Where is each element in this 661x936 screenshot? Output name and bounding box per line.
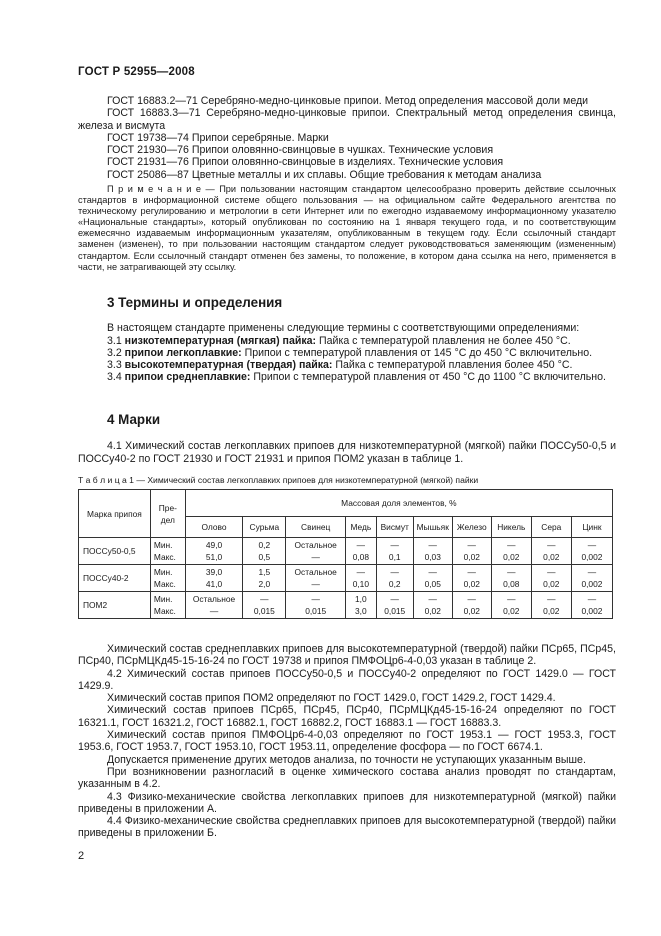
column-header-element: Железо <box>452 517 491 538</box>
table-cell-limit: Мин. Макс. <box>150 592 185 619</box>
paragraph: 4.4 Физико-механические свойства среднеплавких припоев для высокотемпературной (твердой) пайки приведены в приложении Б. <box>78 815 616 840</box>
table-cell-value: 0,2 0,5 <box>243 538 286 565</box>
table-cell-mark: ПОМ2 <box>79 592 151 619</box>
table-cell-value: — 0,2 <box>376 565 413 592</box>
column-header-element: Висмут <box>376 517 413 538</box>
term-item: 3.4 припои среднеплавкие: Припои с температурой плавления от 450 °С до 1100 °С включительно. <box>107 371 606 384</box>
after-table-text <box>78 643 616 840</box>
table-cell-value: — 0,05 <box>413 565 452 592</box>
paragraph: При возникновении разногласий в оценке химического состава анализ проводят по стандартам, указанным в 4.2. <box>78 765 616 791</box>
column-header-element: Цинк <box>571 517 612 538</box>
table-cell-value: — 0,015 <box>376 592 413 619</box>
term-definition: Пайка с температурой плавления не более 450 °С. <box>316 334 571 347</box>
table-row <box>79 592 613 619</box>
table-cell-mark: ПОССу40-2 <box>79 565 151 592</box>
term-definition: Припои с температурой плавления от 450 °С до 1100 °С включительно. <box>250 371 606 384</box>
table-cell-value: Остальное — <box>185 592 243 619</box>
document-header: ГОСТ Р 52955—2008 <box>78 66 195 78</box>
table-cell-value: — 0,08 <box>491 565 531 592</box>
column-header-element: Мышьяк <box>413 517 452 538</box>
term-definition: Пайка с температурой плавления более 450 °С. <box>332 359 573 372</box>
reference-item: ГОСТ 19738—74 Припои серебряные. Марки <box>107 131 329 144</box>
term-definition: Припои с температурой плавления от 145 °С до 450 °С включительно. <box>241 346 593 359</box>
note-block <box>78 184 616 273</box>
table-cell-mark: ПОССу50-0,5 <box>79 538 151 565</box>
reference-item: ГОСТ 21931—76 Припои оловянно-свинцовые в изделиях. Технические условия <box>107 156 504 169</box>
table-cell-value: — 0,002 <box>571 592 612 619</box>
table-cell-value: — 0,02 <box>452 592 491 619</box>
table-cell-value: — 0,10 <box>345 565 376 592</box>
table-cell-value: — 0,015 <box>243 592 286 619</box>
column-header-element: Свинец <box>286 517 346 538</box>
table-cell-value: — 0,1 <box>376 538 413 565</box>
table-row <box>79 538 613 565</box>
term-name: низкотемпературная (мягкая) пайка: <box>124 334 317 347</box>
references-block <box>78 95 616 181</box>
section-3-title: 3 Термины и определения <box>107 295 283 310</box>
table-cell-value: 39,0 41,0 <box>185 565 243 592</box>
reference-item: ГОСТ 25086—87 Цветные металлы и их сплавы. Общие требования к методам анализа <box>107 168 542 181</box>
table-cell-value: 1,5 2,0 <box>243 565 286 592</box>
page-number: 2 <box>78 850 85 862</box>
paragraph: Химический состав припоев ПСр65, ПСр45, ПСр40, ПСрМЦКд45-15-16-24 определяют по ГОСТ 16321.1, ГОСТ 16321.2, ГОСТ 16882.1, ГОСТ 16882.2, ГОСТ 16883.1 — ГОСТ 16883.3. <box>78 704 616 729</box>
term-name: высокотемпературная (твердая) пайка: <box>124 359 333 372</box>
table-cell-value: — 0,002 <box>571 538 612 565</box>
term-item: 3.3 высокотемпературная (твердая) пайка: Пайка с температурой плавления более 450 °С. <box>107 359 573 372</box>
term-name: припои среднеплавкие: <box>124 371 251 384</box>
composition-table <box>78 489 613 619</box>
section-4-title: 4 Марки <box>107 412 161 427</box>
reference-item: ГОСТ 16883.2—71 Серебряно-медно-цинковые припои. Метод определения массовой доли меди <box>107 95 589 107</box>
table-cell-value: — 0,02 <box>452 565 491 592</box>
column-header-element: Сера <box>531 517 571 538</box>
paragraph: Химический состав среднеплавких припоев для высокотемпературной (твердой) пайки ПСр65, ПСр45, ПСр40, ПСрМЦКд45-15-16-24 по ГОСТ 19738 и припоя ПМФОЦр6-4-0,03 указан в таблице 2. <box>78 643 616 668</box>
table-row <box>79 565 613 592</box>
reference-item: ГОСТ 21930—76 Припои оловянно-свинцовые в чушках. Технические условия <box>107 144 494 157</box>
table-cell-value: — 0,02 <box>531 592 571 619</box>
table-cell-value: — 0,002 <box>571 565 612 592</box>
table-cell-value: 1,0 3,0 <box>345 592 376 619</box>
table-caption: Т а б л и ц а 1 — Химический состав легкоплавких припоев для низкотемпературной (мягкой) пайки <box>78 475 479 485</box>
section-3-intro: В настоящем стандарте применены следующие термины с соответствующими определениями: <box>107 322 580 335</box>
paragraph: 4.3 Физико-механические свойства легкоплавких припоев для низкотемпературной (мягкой) пайки приведены в приложении А. <box>78 790 616 815</box>
column-header-limit: Пре- дел <box>150 490 185 538</box>
table-cell-value: Остальное — <box>286 565 346 592</box>
table-cell-limit: Мин. Макс. <box>150 565 185 592</box>
term-item: 3.2 припои легкоплавкие: Припои с температурой плавления от 145 °С до 450 °С включительно. <box>107 346 593 359</box>
section-3 <box>78 297 616 384</box>
section-4 <box>78 414 616 465</box>
column-header-element: Медь <box>345 517 376 538</box>
table-cell-value: — 0,03 <box>413 538 452 565</box>
table-cell-value: — 0,02 <box>491 592 531 619</box>
column-header-element: Никель <box>491 517 531 538</box>
paragraph: Химический состав припоя ПОМ2 определяют по ГОСТ 1429.0, ГОСТ 1429.2, ГОСТ 1429.4. <box>107 692 556 705</box>
table-cell-value: — 0,02 <box>531 565 571 592</box>
table-cell-value: — 0,08 <box>345 538 376 565</box>
reference-item: ГОСТ 16883.3—71 Серебряно-медно-цинковые припои. Спектральный метод определения свинца, железа и висмута <box>78 107 616 132</box>
table-cell-value: Остальное — <box>286 538 346 565</box>
column-header-element: Сурьма <box>243 517 286 538</box>
table-cell-value: — 0,02 <box>531 538 571 565</box>
note-text: П р и м е ч а н и е — При пользовании настоящим стандартом целесообразно проверить действие ссылочных стандартов в информационной системе общего пользования — на официальном сайте Федерального агентства по техническому регулированию и метрологии в сети Интернет или по ежегодно издаваемому информационному указателю «Национальные стандарты», который опубликован по состоянию на 1 января текущего года, и по соответствующим ежемесячно издаваемым информационным указателям, опубликованным в текущем году. Если ссылочный стандарт заменен (изменен), то при пользовании настоящим стандартом следует руководствоваться заменяющим (измененным) стандартом. Если ссылочный стандарт отменен без замены, то положение, в котором дана ссылка на него, применяется в части, не затрагивающей эту ссылку. <box>78 184 616 272</box>
paragraph-4-1: 4.1 Химический состав легкоплавких припоев для низкотемпературной (мягкой) пайки ПОССу50-0,5 и ПОССу40-2 по ГОСТ 21930 и ГОСТ 21931 и припоя ПОМ2 указан в таблице 1. <box>78 440 616 465</box>
table-cell-limit: Мин. Макс. <box>150 538 185 565</box>
column-group-header: Массовая доля элементов, % <box>185 490 612 517</box>
table-cell-value: — 0,02 <box>413 592 452 619</box>
paragraph: 4.2 Химический состав припоев ПОССу50-0,5 и ПОССу40-2 определяют по ГОСТ 1429.0 — ГОСТ 1429.9. <box>78 667 616 692</box>
table-cell-value: — 0,015 <box>286 592 346 619</box>
paragraph: Химический состав припоя ПМФОЦр6-4-0,03 определяют по ГОСТ 1953.1 — ГОСТ 1953.3, ГОСТ 1953.6, ГОСТ 1953.7, ГОСТ 1953.10, ГОСТ 1953.11, определение фосфора — по ГОСТ 6674.1. <box>78 729 616 754</box>
column-header-mark: Марка припоя <box>79 490 151 538</box>
table-cell-value: — 0,02 <box>491 538 531 565</box>
term-item: 3.1 низкотемпературная (мягкая) пайка: Пайка с температурой плавления не более 450 °С. <box>107 334 571 347</box>
paragraph: Допускается применение других методов анализа, по точности не уступающих указанным выше. <box>107 753 586 766</box>
table-cell-value: — 0,02 <box>452 538 491 565</box>
column-header-element: Олово <box>185 517 243 538</box>
term-name: припои легкоплавкие: <box>124 346 242 359</box>
table-cell-value: 49,0 51,0 <box>185 538 243 565</box>
